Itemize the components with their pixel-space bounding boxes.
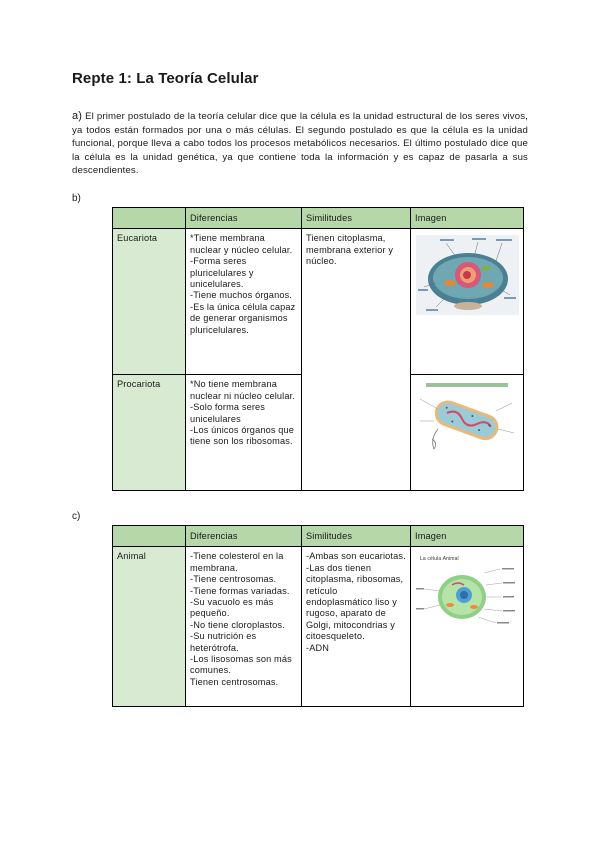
- list-item: -Su nutrición es heterótrofa.: [190, 631, 257, 653]
- list-item: -Tiene colesterol en la membrana.: [190, 551, 284, 573]
- diferencias-animal: [186, 547, 302, 707]
- header-imagen: Imagen: [411, 526, 524, 547]
- section-c-label: c): [72, 511, 81, 522]
- row-name-animal: Animal: [113, 547, 186, 707]
- similitudes-cell: Tienen citoplasma, membrana exterior y núcleo.: [302, 229, 411, 491]
- diferencias-eucariota: [186, 229, 302, 375]
- animal-cell-table: [112, 525, 524, 707]
- list-item: -No tiene cloroplastos.: [190, 619, 285, 630]
- list-item: -Los únicos órganos que tiene son los ribosomas.: [190, 425, 295, 447]
- list-item: -Los lisosomas son más comunes.: [190, 654, 292, 676]
- intro-label: a): [72, 110, 83, 122]
- list-item: -ADN: [306, 642, 330, 653]
- list-item: -Ambas son eucariotas.: [306, 551, 406, 562]
- animal-cell-title: La célula Animal: [420, 556, 459, 563]
- section-b-label: b): [72, 193, 81, 204]
- list-item: -Su vacuolo es más pequeño.: [190, 597, 274, 619]
- table-row: [113, 547, 524, 707]
- eukaryotic-cell-image: [416, 235, 519, 315]
- header-empty: [113, 526, 186, 547]
- eukaryote-prokaryote-table: [112, 207, 524, 491]
- image-cell-procariota: [411, 375, 524, 491]
- page-title: Repte 1: La Teoría Celular: [72, 70, 259, 87]
- header-diferencias: Diferencias: [186, 526, 302, 547]
- header-empty: [113, 208, 186, 229]
- diferencias-procariota: [186, 375, 302, 491]
- list-item: -Tiene muchos órganos.: [190, 290, 293, 301]
- header-diferencias: Diferencias: [186, 208, 302, 229]
- table-header-row: [113, 208, 524, 229]
- list-item: -Las dos tienen citoplasma, ribosomas, retículo endoplasmático liso y rugoso, aparato de Golgi, mitocondrias y citoesqueleto.: [306, 562, 404, 642]
- row-name-procariota: Procariota: [113, 375, 186, 491]
- row-name-eucariota: Eucariota: [113, 229, 186, 375]
- prokaryotic-cell-image: [416, 381, 519, 453]
- image-cell-animal: [411, 547, 524, 707]
- list-item: -Tiene centrosomas.: [190, 574, 277, 585]
- header-imagen: Imagen: [411, 208, 524, 229]
- image-cell-eucariota: [411, 229, 524, 375]
- list-item: -Solo forma seres unicelulares: [190, 402, 266, 424]
- list-item: -Forma seres pluricelulares y unicelulares.: [190, 256, 254, 290]
- list-item: Tienen centrosomas.: [190, 676, 279, 687]
- table-row: [113, 229, 524, 375]
- list-item: *No tiene membrana nuclear ni núcleo celular.: [190, 379, 296, 401]
- list-item: -Tiene formas variadas.: [190, 585, 290, 596]
- intro-paragraph: [72, 110, 528, 178]
- list-item: -Es la única célula capaz de generar organismos pluricelulares.: [190, 301, 296, 335]
- table-header-row: [113, 526, 524, 547]
- animal-cell-image: [416, 553, 519, 631]
- intro-text: El primer postulado de la teoría celular dice que la célula es la unidad estructural de los seres vivos, ya todos están formados por una o más células. El segundo postulado es que la célula es la unidad funcional, porque lleva a cabo todos los procesos metabólicos necesarios. El último postulado dice que la célula es la unidad genética, ya que contiene toda la información y es capaz de pasarla a sus descendientes.: [72, 111, 528, 177]
- list-item: *Tiene membrana nuclear y núcleo celular.: [190, 233, 293, 255]
- header-similitudes: Similitudes: [302, 208, 411, 229]
- similitudes-animal: [302, 547, 411, 707]
- header-similitudes: Similitudes: [302, 526, 411, 547]
